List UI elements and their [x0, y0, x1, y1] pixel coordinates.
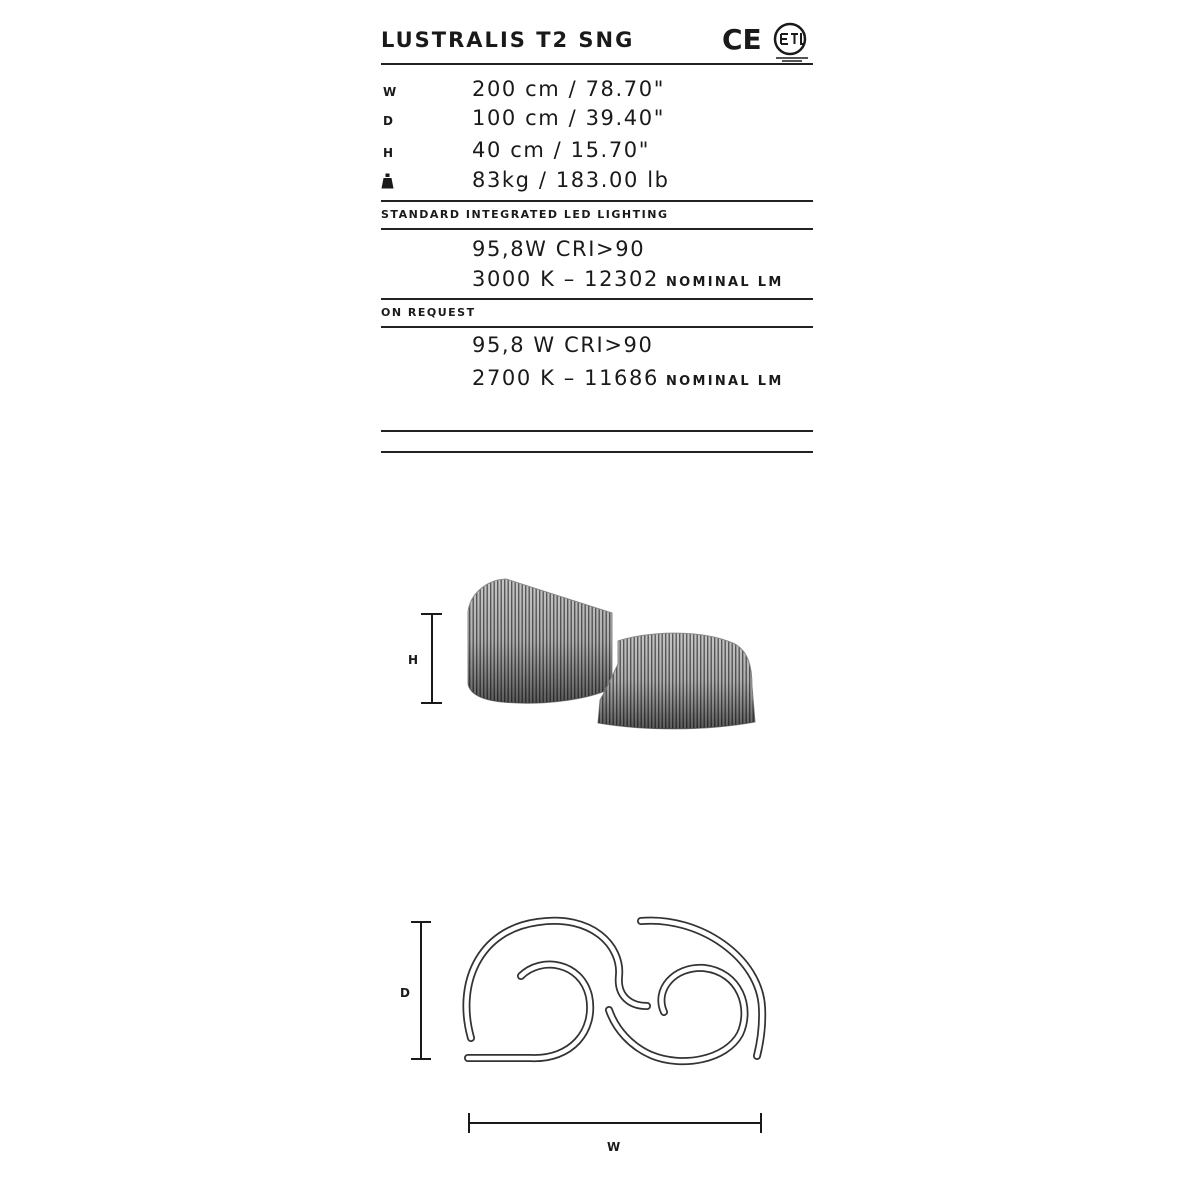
- on-request-output-unit: NOMINAL LM: [665, 374, 784, 389]
- height-value: 40 cm / 15.70": [472, 138, 651, 162]
- top-view-right-big-arc-outline: [641, 921, 762, 1056]
- height-dimension-marker: [421, 614, 442, 703]
- chain-band-right-shade: [598, 633, 755, 729]
- top-view-width-label: W: [607, 1140, 621, 1154]
- on-request-header: ON REQUEST: [381, 306, 476, 319]
- depth-label: D: [383, 114, 393, 128]
- chain-band-left-shade: [468, 579, 612, 703]
- ce-mark-icon: CE: [722, 23, 762, 56]
- depth-value: 100 cm / 39.40": [472, 106, 665, 130]
- standard-output: 3000 K – 12302: [472, 267, 659, 291]
- chandelier-top-view: [466, 921, 762, 1062]
- weight-value: 83kg / 183.00 lb: [472, 168, 670, 192]
- top-view-right-big-arc-core: [641, 921, 762, 1056]
- top-view-right-small-arc-outline: [609, 968, 745, 1061]
- product-title: LUSTRALIS T2 SNG: [381, 28, 635, 52]
- top-view-left-big-arc-core: [466, 921, 647, 1038]
- on-request-power: 95,8 W CRI>90: [472, 333, 654, 357]
- width-dimension-marker: [469, 1113, 761, 1133]
- top-view-left-small-arc-core: [468, 965, 590, 1059]
- chandelier-side-view: [468, 579, 755, 729]
- standard-power: 95,8W CRI>90: [472, 237, 646, 261]
- depth-dimension-marker: [411, 922, 431, 1059]
- on-request-output: 2700 K – 11686: [472, 366, 659, 390]
- standard-lighting-header: STANDARD INTEGRATED LED LIGHTING: [381, 208, 669, 221]
- width-value: 200 cm / 78.70": [472, 77, 665, 101]
- top-view-depth-label: D: [400, 986, 410, 1000]
- standard-output-unit: NOMINAL LM: [665, 275, 784, 290]
- side-view-height-label: H: [408, 653, 419, 667]
- width-label: W: [383, 85, 397, 99]
- height-label: H: [383, 146, 394, 160]
